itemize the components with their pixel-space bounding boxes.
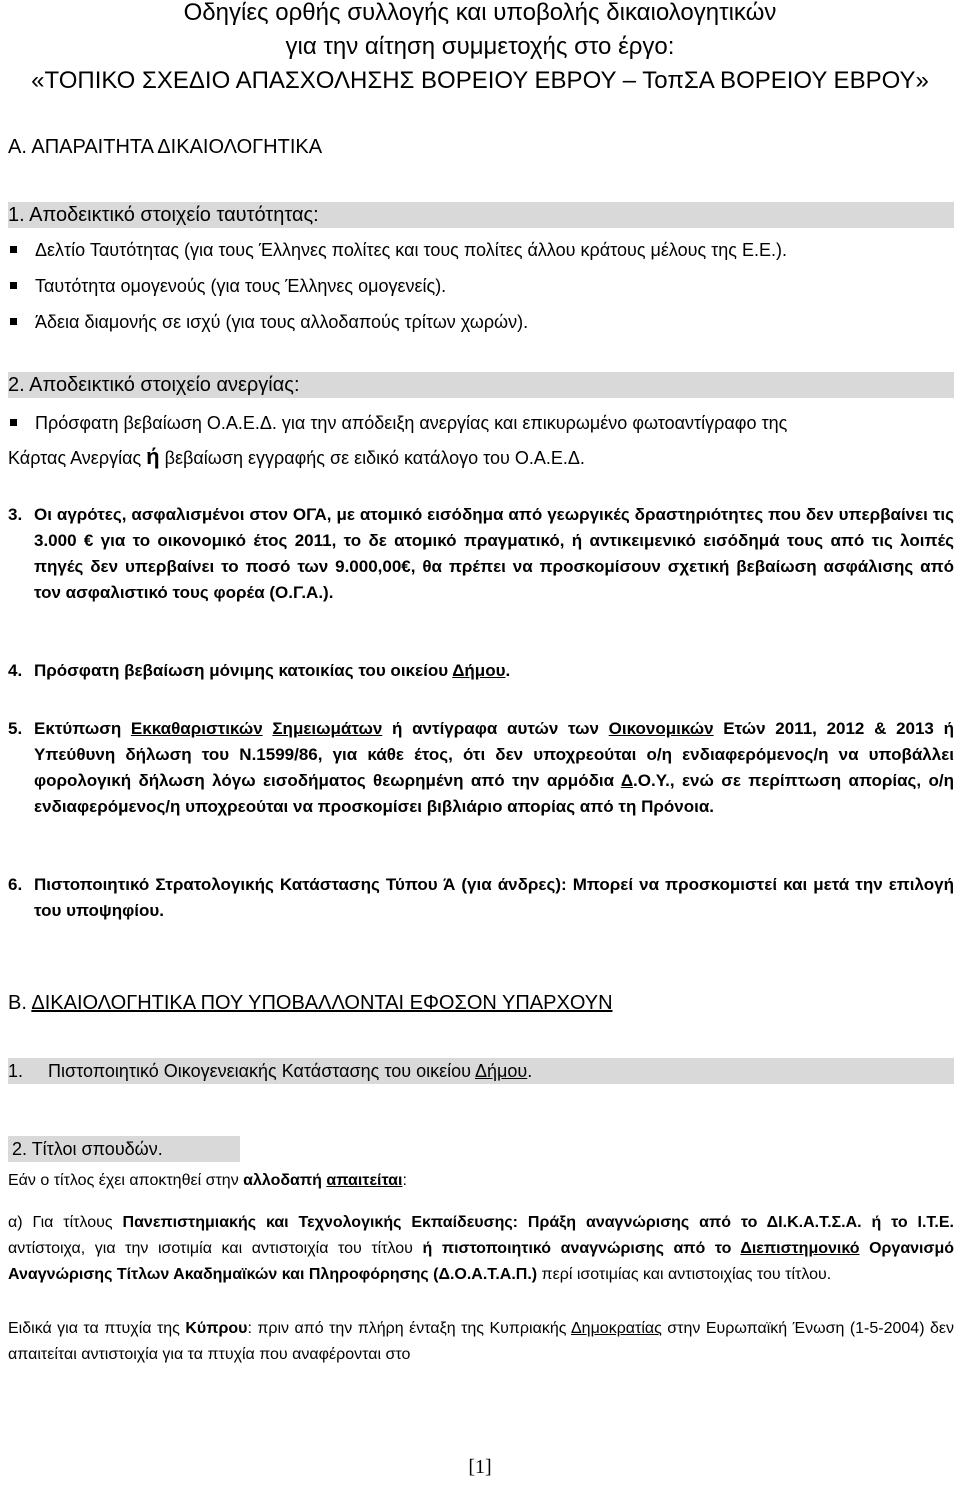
item6: [8, 872, 954, 924]
item3-number: 3.: [8, 505, 23, 524]
title-line-1: Οδηγίες ορθής συλλογής και υποβολής δικαιολογητικών: [183, 0, 777, 26]
document-title: [0, 0, 960, 98]
bullet-line-2a: Κάρτας Ανεργίας: [8, 448, 142, 468]
bullet-text: Άδεια διαμονής σε ισχύ (για τους αλλοδαπούς τρίτων χωρών).: [35, 312, 529, 332]
item3: [8, 502, 954, 606]
section-b-intro: Εάν ο τίτλος έχει αποκτηθεί στην αλλοδαπή απαιτείται:: [8, 1172, 407, 1189]
list-item: [8, 232, 954, 268]
bullet-square-icon: [10, 282, 17, 289]
item5: [8, 716, 954, 820]
item3-text: Οι αγρότες, ασφαλισμένοι στον ΟΓΑ, με ατομικό εισόδημα από γεωργικές δραστηριότητες που δεν υπερβαίνει τις 3.000 € για το οικονομικό έτος 2011, το δε ατομικό πραγματικό, ή αντικειμενικό εισόδημά τους από τις λοιπές πηγές δεν υπερβαίνει το ποσό των 9.000,00€, θα πρέπει να προσκομίσουν σχετική βεβαίωση ασφάλισης από τον ασφαλιστικό τους φορέα (Ο.Γ.Α.).: [34, 505, 954, 602]
bullet-square-icon: [10, 318, 17, 325]
list-item: [8, 268, 954, 304]
section-b-item2-bar: [8, 1136, 240, 1162]
item1-bullets: [8, 232, 954, 340]
title-line-2: για την αίτηση συμμετοχής στο έργο:: [285, 33, 675, 60]
item4-text: Πρόσφατη βεβαίωση μόνιμης κατοικίας του οικείου Δήμου.: [34, 661, 511, 680]
bullet-line-1: Πρόσφατη βεβαίωση Ο.Α.Ε.Δ. για την απόδειξη ανεργίας και επικυρωμένο φωτοαντίγραφο της: [35, 413, 788, 433]
item4-number: 4.: [8, 661, 23, 680]
item2-heading: 2. Αποδεικτικό στοιχείο ανεργίας:: [8, 374, 300, 396]
section-b-item1-text: Πιστοποιητικό Οικογενειακής Κατάστασης του οικείου Δήμου.: [48, 1061, 533, 1081]
section-b-item1-number: 1.: [8, 1061, 24, 1081]
item5-text: Εκτύπωση Εκκαθαριστικών Σημειωμάτων ή αντίγραφα αυτών των Οικονομικών Ετών 2011, 2012 & 2013 ή Υπεύθυνη δήλωση του Ν.1599/86, για κάθε έτος, ότι δεν υποχρεούται ο/η ενδιαφερόμενος/η να υποβάλλει φορολογική δήλωση λόγω εισοδήματος θεωρημένη από την αρμόδια Δ.Ο.Υ., ενώ σε περίπτωση απορίας, ο/η ενδιαφερόμενος/η υποχρεούται να προσκομίσει βιβλιάριο απορίας από τη Πρόνοια.: [34, 719, 954, 816]
item4: [8, 658, 954, 684]
item6-text: Πιστοποιητικό Στρατολογικής Κατάστασης Τύπου Ά (για άνδρες): Μπορεί να προσκομιστεί και μετά την επιλογή του υποψηφίου.: [34, 875, 954, 920]
item6-number: 6.: [8, 875, 23, 894]
section-b-item1-bar: [8, 1058, 954, 1084]
item1-heading-bar: [8, 202, 954, 228]
item2-heading-bar: [8, 372, 954, 398]
bullet-square-icon: [10, 246, 17, 253]
section-b-para-b: Ειδικά για τα πτυχία της Κύπρου: πριν από την πλήρη ένταξη της Κυπριακής Δημοκρατίας στην Ευρωπαϊκή Ένωση (1-5-2004) δεν απαιτείται αντιστοιχία για τα πτυχία που αναφέρονται στο: [8, 1320, 955, 1363]
list-item: [8, 406, 954, 475]
item5-number: 5.: [8, 719, 23, 738]
title-line-3: «ΤΟΠΙΚΟ ΣΧΕΔΙΟ ΑΠΑΣΧΟΛΗΣΗΣ ΒΟΡΕΙΟΥ ΕΒΡΟΥ – ΤοπΣΑ ΒΟΡΕΙΟΥ ΕΒΡΟΥ»: [31, 67, 929, 94]
bullet-text: Ταυτότητα ομογενούς (για τους Έλληνες ομογενείς).: [35, 276, 447, 296]
page-number: [1]: [468, 1456, 492, 1478]
bullet-or: ή: [146, 444, 160, 469]
bullet-text: Δελτίο Ταυτότητας (για τους Έλληνες πολίτες και τους πολίτες άλλου κράτους μέλους της Ε.Ε.).: [35, 240, 787, 260]
section-b-title: Β. ΔΙΚΑΙΟΛΟΓΗΤΙΚΑ ΠΟΥ ΥΠΟΒΑΛΛΟΝΤΑΙ ΕΦΟΣΟΝ ΥΠΑΡΧΟΥΝ: [8, 992, 613, 1014]
item2-bullets: [8, 406, 954, 475]
section-b-para-a: α) Για τίτλους Πανεπιστημιακής και Τεχνολογικής Εκπαίδευσης: Πράξη αναγνώρισης από το ΔΙ.Κ.Α.Τ.Σ.Α. ή το Ι.Τ.Ε. αντίστοιχα, για την ισοτιμία και αντιστοιχία του τίτλου ή πιστοποιητικό αναγνώρισης από το Διεπιστημονικό Οργανισμό Αναγνώρισης Τίτλων Ακαδημαϊκών και Πληροφόρησης (Δ.Ο.Α.Τ.Α.Π.) περί ισοτιμίας και αντιστοιχίας του τίτλου.: [8, 1214, 955, 1283]
bullet-square-icon: [10, 419, 17, 426]
bullet-line-2b: βεβαίωση εγγραφής σε ειδικό κατάλογο του Ο.Α.Ε.Δ.: [164, 448, 585, 468]
section-a-title: Α. ΑΠΑΡΑΙΤΗΤΑ ΔΙΚΑΙΟΛΟΓΗΤΙΚΑ: [8, 136, 323, 158]
item1-heading: 1. Αποδεικτικό στοιχείο ταυτότητας:: [8, 204, 319, 226]
bullet-line-2: [8, 440, 954, 475]
list-item: [8, 304, 954, 340]
section-b-item2-heading: 2. Τίτλοι σπουδών.: [12, 1139, 163, 1159]
